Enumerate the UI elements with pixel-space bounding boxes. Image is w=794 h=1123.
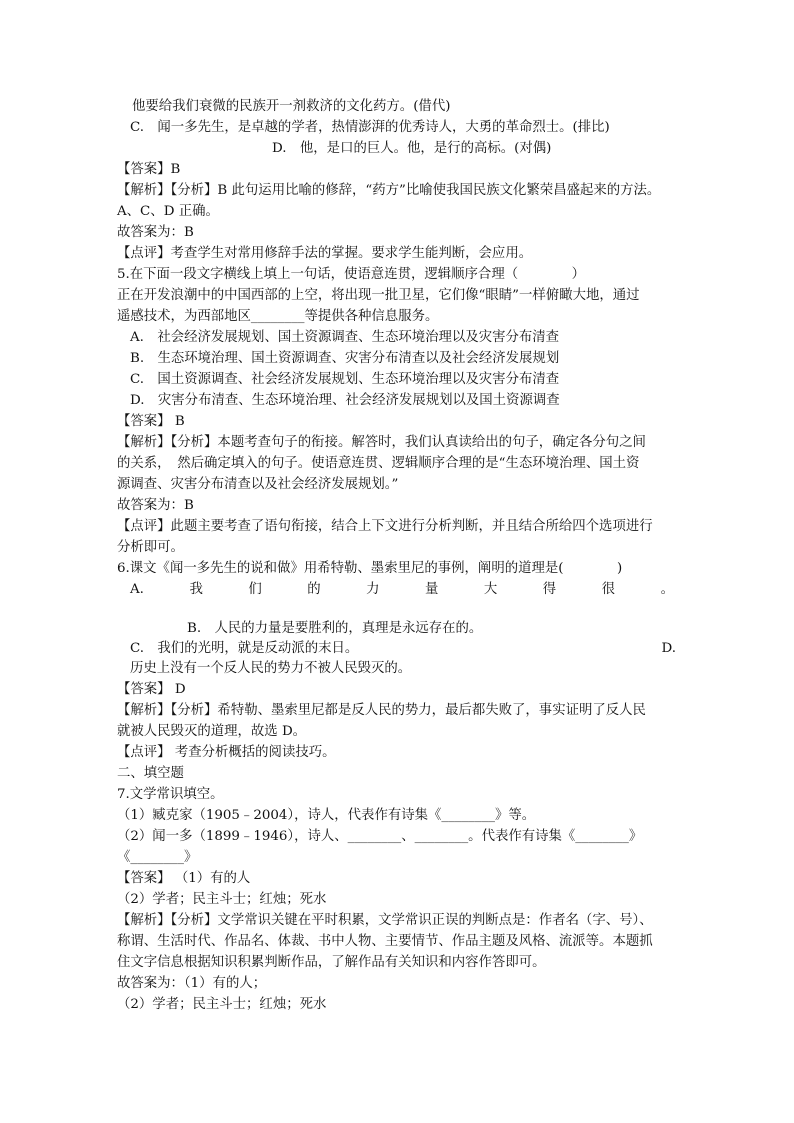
- option-c: C. 闻一多先生，是卓越的学者，热情澎湃的优秀诗人，大勇的革命烈士。(排比): [130, 120, 610, 135]
- option-b-continuation: 他要给我们衰微的民族开一剂救济的文化药方。(借代): [132, 99, 451, 114]
- answer-7: 【答案】 （1）有的人: [117, 871, 251, 886]
- q6-option-c-d-row: [130, 639, 676, 659]
- q6-option-c: C. 我们的光明，就是反动派的末日。: [130, 641, 359, 656]
- option-d: D. 他，是口的巨人。他，是行的高标。(对偶): [272, 141, 552, 156]
- question-5-passage-cont: 遥感技术，为西部地区________等提供各种信息服务。: [117, 309, 439, 324]
- q6-option-d-label: D.: [661, 641, 676, 656]
- question-5-passage: 正在开发浪潮中的中国西部的上空，将出现一批卫星，它们像“眼睛”一样俯瞰大地，通过: [117, 288, 640, 303]
- analysis-7-cont1: 称谓、生活时代、作品名、体裁、书中人物、主要情节、作品主题及风格、流派等。本题抓: [117, 934, 653, 949]
- answer-7-cont: （2）学者；民主斗士；红烛；死水: [117, 892, 327, 907]
- q6-option-a-char: 很: [601, 582, 616, 597]
- q6-option-d: 历史上没有一个反人民的势力不被人民毁灭的。: [130, 661, 412, 676]
- q5-option-b: B. 生态环境治理、国土资源调查、灾害分布清查以及社会经济发展规划: [130, 351, 560, 366]
- comment-4: 【点评】考查学生对常用修辞手法的掌握。要求学生能判断，会应用。: [117, 246, 533, 261]
- answer-4: 【答案】B: [117, 162, 181, 177]
- q6-option-a-char: 力: [366, 582, 380, 597]
- q5-option-a: A. 社会经济发展规划、国土资源调查、生态环境治理以及灾害分布清查: [130, 330, 560, 345]
- q6-option-a-char: 。: [660, 582, 674, 597]
- q7-part-2: （2）闻一多（1899﹣1946），诗人、________、________。代表作有诗集《________》: [117, 829, 643, 844]
- q6-option-a-char: 量: [425, 582, 439, 597]
- question-7: 7.文学常识填空。: [117, 787, 224, 802]
- result-7: 故答案为：（1）有的人；: [117, 976, 267, 991]
- analysis-7-cont2: 住文字信息根据知识积累判断作品，了解作品有关知识和内容作答即可。: [117, 955, 546, 970]
- q7-part-2-cont: 《________》: [117, 850, 198, 865]
- q5-option-d: D. 灾害分布清查、生态环境治理、社会经济发展规划以及国土资源调查: [130, 393, 560, 408]
- analysis-5-cont2: 源调查、灾害分布清查以及社会经济发展规划。”: [117, 477, 399, 492]
- answer-5: 【答案】 B: [117, 414, 185, 429]
- analysis-5-cont1: 的关系， 然后确定填入的句子。使语意连贯、逻辑顺序合理的是“生态环境治理、国土资: [117, 456, 640, 471]
- analysis-6: 【解析】【分析】希特勒、墨索里尼都是反人民的势力，最后都失败了，事实证明了反人民: [117, 703, 646, 718]
- comment-5-cont: 分析即可。: [117, 540, 184, 555]
- section-heading-fill-blank: 二、填空题: [117, 766, 184, 781]
- comment-5: 【点评】此题主要考查了语句衔接，结合上下文进行分析判断，并且结合所给四个选项进行: [117, 519, 653, 534]
- q6-option-b: B. 人民的力量是要胜利的，真理是永远存在的。: [187, 621, 483, 636]
- q6-option-a-char: 们: [248, 582, 262, 597]
- q6-option-a-char: 我: [189, 582, 203, 597]
- analysis-6-cont: 就被人民毁灭的道理，故选 D。: [117, 724, 307, 739]
- result-4: 故答案为：B: [117, 225, 194, 240]
- q7-part-1: （1）臧克家（1905﹣2004），诗人，代表作有诗集《________》等。: [117, 808, 536, 823]
- q6-option-a-char: 大: [483, 582, 498, 597]
- result-7-cont: （2）学者；民主斗士；红烛；死水: [117, 997, 327, 1012]
- q6-option-a-char: 的: [307, 582, 321, 597]
- q6-option-a-char: 得: [542, 582, 557, 597]
- q5-option-c: C. 国土资源调查、社会经济发展规划、生态环境治理以及灾害分布清查: [130, 372, 560, 387]
- analysis-4-cont: A、C、D 正确。: [117, 204, 219, 219]
- analysis-4: 【解析】【分析】B 此句运用比喻的修辞，“药方”比喻使我国民族文化繁荣昌盛起来的方法。: [117, 183, 661, 198]
- q6-option-a-label: A.: [130, 582, 144, 597]
- answer-6: 【答案】 D: [117, 682, 186, 697]
- question-6: 6.课文《闻一多先生的说和做》用希特勒、墨索里尼的事例，阐明的道理是( ): [117, 561, 623, 576]
- question-5: 5.在下面一段文字横线上填上一句话，使语意连贯，逻辑顺序合理（ ）: [117, 267, 586, 282]
- q6-option-a: [130, 580, 674, 600]
- analysis-5: 【解析】【分析】本题考查句子的衔接。解答时，我们认真读给出的句子，确定各分句之间: [117, 435, 646, 450]
- result-5: 故答案为：B: [117, 498, 194, 513]
- analysis-7: 【解析】【分析】文学常识关键在平时积累，文学常识正误的判断点是：作者名（字、号）、: [117, 913, 653, 928]
- comment-6: 【点评】 考查分析概括的阅读技巧。: [117, 745, 336, 760]
